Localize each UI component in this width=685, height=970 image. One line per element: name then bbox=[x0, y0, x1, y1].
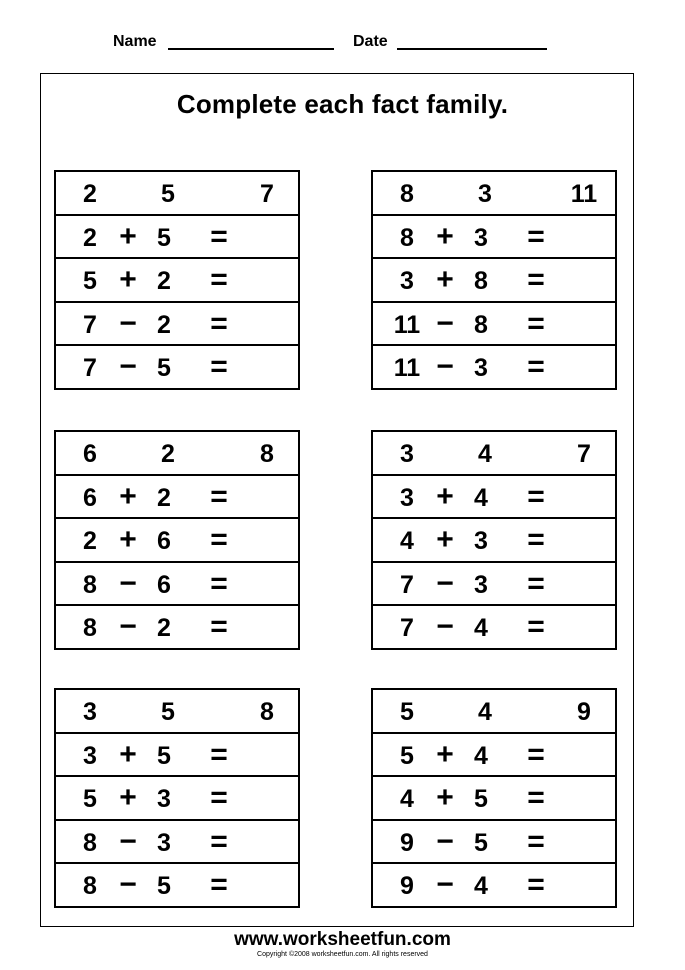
equation-operand-b: 4 bbox=[474, 872, 488, 901]
equation-operand-a: 11 bbox=[393, 310, 421, 339]
equation-operand-a: 9 bbox=[400, 872, 414, 901]
family-number: 8 bbox=[400, 180, 414, 208]
equation-operand-b: 5 bbox=[157, 741, 171, 770]
equation-row[interactable] bbox=[373, 259, 615, 303]
answer-blank[interactable] bbox=[242, 614, 292, 642]
family-number: 8 bbox=[260, 440, 274, 468]
operator-sign: − bbox=[119, 610, 137, 644]
equation-operand-b: 4 bbox=[474, 614, 488, 643]
answer-blank[interactable] bbox=[242, 484, 292, 512]
operator-sign: + bbox=[119, 219, 137, 253]
footer-copyright: Copyright ©2008 worksheetfun.com. All rights reserved bbox=[257, 951, 428, 958]
family-number: 4 bbox=[478, 698, 492, 726]
equals-sign: = bbox=[527, 479, 545, 513]
operator-sign: − bbox=[119, 868, 137, 902]
equation-operand-b: 3 bbox=[474, 354, 488, 383]
equals-sign: = bbox=[210, 566, 228, 600]
equals-sign: = bbox=[210, 306, 228, 340]
family-number: 11 bbox=[570, 180, 598, 208]
answer-blank[interactable] bbox=[559, 354, 609, 382]
equation-row[interactable] bbox=[373, 563, 615, 607]
fact-family-box bbox=[54, 430, 300, 650]
family-number: 9 bbox=[577, 698, 591, 726]
operator-sign: − bbox=[436, 566, 454, 600]
operator-sign: + bbox=[436, 219, 454, 253]
family-number: 3 bbox=[400, 440, 414, 468]
operator-sign: − bbox=[436, 350, 454, 384]
equation-operand-a: 3 bbox=[400, 267, 414, 296]
equation-row[interactable] bbox=[56, 777, 298, 821]
equation-operand-a: 8 bbox=[400, 223, 414, 252]
operator-sign: − bbox=[119, 306, 137, 340]
equation-row[interactable] bbox=[373, 606, 615, 650]
equals-sign: = bbox=[527, 523, 545, 557]
family-number: 2 bbox=[161, 440, 175, 468]
family-number: 5 bbox=[161, 180, 175, 208]
equation-operand-a: 2 bbox=[83, 527, 97, 556]
equals-sign: = bbox=[527, 824, 545, 858]
answer-blank[interactable] bbox=[242, 311, 292, 339]
equals-sign: = bbox=[210, 263, 228, 297]
equation-operand-a: 8 bbox=[83, 614, 97, 643]
equation-operand-a: 2 bbox=[83, 223, 97, 252]
answer-blank[interactable] bbox=[242, 872, 292, 900]
equation-operand-b: 5 bbox=[157, 223, 171, 252]
equals-sign: = bbox=[527, 610, 545, 644]
operator-sign: − bbox=[436, 868, 454, 902]
fact-family-numbers-row bbox=[373, 690, 615, 734]
operator-sign: − bbox=[119, 824, 137, 858]
answer-blank[interactable] bbox=[242, 571, 292, 599]
answer-blank[interactable] bbox=[242, 354, 292, 382]
family-number: 7 bbox=[260, 180, 274, 208]
equation-operand-a: 9 bbox=[400, 828, 414, 857]
equation-row[interactable] bbox=[373, 519, 615, 563]
equation-operand-a: 3 bbox=[400, 483, 414, 512]
operator-sign: − bbox=[119, 566, 137, 600]
operator-sign: + bbox=[119, 781, 137, 815]
operator-sign: + bbox=[436, 523, 454, 557]
equation-operand-b: 6 bbox=[157, 527, 171, 556]
equals-sign: = bbox=[527, 306, 545, 340]
operator-sign: + bbox=[119, 523, 137, 557]
fact-family-box bbox=[371, 430, 617, 650]
equation-operand-a: 4 bbox=[400, 527, 414, 556]
equation-row[interactable] bbox=[56, 519, 298, 563]
equals-sign: = bbox=[210, 737, 228, 771]
equation-operand-b: 3 bbox=[474, 570, 488, 599]
equation-row[interactable] bbox=[373, 303, 615, 347]
family-number: 5 bbox=[161, 698, 175, 726]
answer-blank[interactable] bbox=[242, 267, 292, 295]
operator-sign: − bbox=[436, 824, 454, 858]
equation-operand-b: 4 bbox=[474, 741, 488, 770]
equals-sign: = bbox=[210, 824, 228, 858]
answer-blank[interactable] bbox=[559, 484, 609, 512]
operator-sign: + bbox=[119, 263, 137, 297]
equals-sign: = bbox=[527, 263, 545, 297]
footer-url: www.worksheetfun.com bbox=[234, 929, 451, 950]
answer-blank[interactable] bbox=[559, 527, 609, 555]
equation-row[interactable] bbox=[56, 563, 298, 607]
fact-family-numbers-row bbox=[56, 432, 298, 476]
answer-blank[interactable] bbox=[559, 785, 609, 813]
answer-blank[interactable] bbox=[242, 742, 292, 770]
equation-row[interactable] bbox=[56, 734, 298, 778]
operator-sign: + bbox=[119, 479, 137, 513]
operator-sign: + bbox=[436, 479, 454, 513]
equation-row[interactable] bbox=[373, 216, 615, 260]
fact-family-box bbox=[371, 170, 617, 390]
equation-row[interactable] bbox=[56, 216, 298, 260]
equation-row[interactable] bbox=[373, 864, 615, 908]
equals-sign: = bbox=[210, 479, 228, 513]
equation-operand-b: 6 bbox=[157, 570, 171, 599]
equation-row[interactable] bbox=[56, 864, 298, 908]
answer-blank[interactable] bbox=[559, 311, 609, 339]
name-label: Name bbox=[113, 33, 157, 50]
equation-operand-a: 8 bbox=[83, 872, 97, 901]
operator-sign: − bbox=[436, 610, 454, 644]
fact-family-box bbox=[54, 170, 300, 390]
operator-sign: + bbox=[119, 737, 137, 771]
fact-family-box bbox=[371, 688, 617, 908]
operator-sign: + bbox=[436, 781, 454, 815]
equation-row[interactable] bbox=[56, 821, 298, 865]
equation-row[interactable] bbox=[56, 476, 298, 520]
equals-sign: = bbox=[210, 610, 228, 644]
answer-blank[interactable] bbox=[559, 224, 609, 252]
answer-blank[interactable] bbox=[559, 742, 609, 770]
equals-sign: = bbox=[527, 566, 545, 600]
equation-row[interactable] bbox=[373, 346, 615, 390]
operator-sign: + bbox=[436, 737, 454, 771]
family-number: 4 bbox=[478, 440, 492, 468]
equation-operand-b: 2 bbox=[157, 483, 171, 512]
equals-sign: = bbox=[527, 737, 545, 771]
equation-operand-b: 3 bbox=[157, 828, 171, 857]
equation-operand-b: 5 bbox=[474, 785, 488, 814]
equation-row[interactable] bbox=[56, 346, 298, 390]
equals-sign: = bbox=[210, 781, 228, 815]
equation-operand-a: 4 bbox=[400, 785, 414, 814]
equation-row[interactable] bbox=[56, 259, 298, 303]
page-title: Complete each fact family. bbox=[176, 89, 509, 119]
equation-row[interactable] bbox=[373, 476, 615, 520]
equation-row[interactable] bbox=[373, 821, 615, 865]
fact-family-numbers-row bbox=[56, 172, 298, 216]
equation-operand-a: 7 bbox=[400, 614, 414, 643]
operator-sign: − bbox=[436, 306, 454, 340]
answer-blank[interactable] bbox=[242, 785, 292, 813]
family-number: 3 bbox=[478, 180, 492, 208]
equation-operand-a: 8 bbox=[83, 828, 97, 857]
family-number: 5 bbox=[400, 698, 414, 726]
equation-operand-a: 8 bbox=[83, 570, 97, 599]
equation-row[interactable] bbox=[373, 777, 615, 821]
answer-blank[interactable] bbox=[559, 872, 609, 900]
equals-sign: = bbox=[527, 868, 545, 902]
equation-operand-a: 3 bbox=[83, 741, 97, 770]
operator-sign: + bbox=[436, 263, 454, 297]
equation-operand-b: 8 bbox=[474, 267, 488, 296]
equation-operand-a: 6 bbox=[83, 483, 97, 512]
answer-blank[interactable] bbox=[559, 614, 609, 642]
equals-sign: = bbox=[210, 868, 228, 902]
date-label: Date bbox=[353, 33, 388, 50]
equation-row[interactable] bbox=[56, 303, 298, 347]
family-number: 7 bbox=[577, 440, 591, 468]
equation-operand-b: 5 bbox=[157, 354, 171, 383]
answer-blank[interactable] bbox=[242, 224, 292, 252]
date-field[interactable] bbox=[397, 48, 547, 50]
equation-operand-a: 11 bbox=[393, 354, 421, 383]
answer-blank[interactable] bbox=[559, 571, 609, 599]
equals-sign: = bbox=[527, 219, 545, 253]
operator-sign: − bbox=[119, 350, 137, 384]
answer-blank[interactable] bbox=[242, 829, 292, 857]
fact-family-numbers-row bbox=[373, 432, 615, 476]
family-number: 2 bbox=[83, 180, 97, 208]
equation-row[interactable] bbox=[373, 734, 615, 778]
equation-operand-b: 5 bbox=[157, 872, 171, 901]
fact-family-box bbox=[54, 688, 300, 908]
answer-blank[interactable] bbox=[242, 527, 292, 555]
family-number: 3 bbox=[83, 698, 97, 726]
equation-operand-a: 5 bbox=[83, 785, 97, 814]
family-number: 8 bbox=[260, 698, 274, 726]
fact-family-numbers-row bbox=[373, 172, 615, 216]
equals-sign: = bbox=[527, 781, 545, 815]
equals-sign: = bbox=[210, 219, 228, 253]
name-field[interactable] bbox=[168, 48, 334, 50]
equation-operand-a: 7 bbox=[83, 354, 97, 383]
equation-operand-b: 2 bbox=[157, 614, 171, 643]
equation-operand-b: 3 bbox=[474, 223, 488, 252]
equation-operand-b: 4 bbox=[474, 483, 488, 512]
equation-row[interactable] bbox=[56, 606, 298, 650]
fact-family-numbers-row bbox=[56, 690, 298, 734]
answer-blank[interactable] bbox=[559, 829, 609, 857]
equals-sign: = bbox=[210, 523, 228, 557]
equation-operand-a: 7 bbox=[83, 310, 97, 339]
equation-operand-b: 8 bbox=[474, 310, 488, 339]
equation-operand-b: 5 bbox=[474, 828, 488, 857]
equals-sign: = bbox=[210, 350, 228, 384]
equation-operand-b: 3 bbox=[157, 785, 171, 814]
answer-blank[interactable] bbox=[559, 267, 609, 295]
equation-operand-b: 3 bbox=[474, 527, 488, 556]
equation-operand-a: 5 bbox=[83, 267, 97, 296]
equation-operand-a: 5 bbox=[400, 741, 414, 770]
family-number: 6 bbox=[83, 440, 97, 468]
equation-operand-b: 2 bbox=[157, 310, 171, 339]
equals-sign: = bbox=[527, 350, 545, 384]
equation-operand-a: 7 bbox=[400, 570, 414, 599]
equation-operand-b: 2 bbox=[157, 267, 171, 296]
